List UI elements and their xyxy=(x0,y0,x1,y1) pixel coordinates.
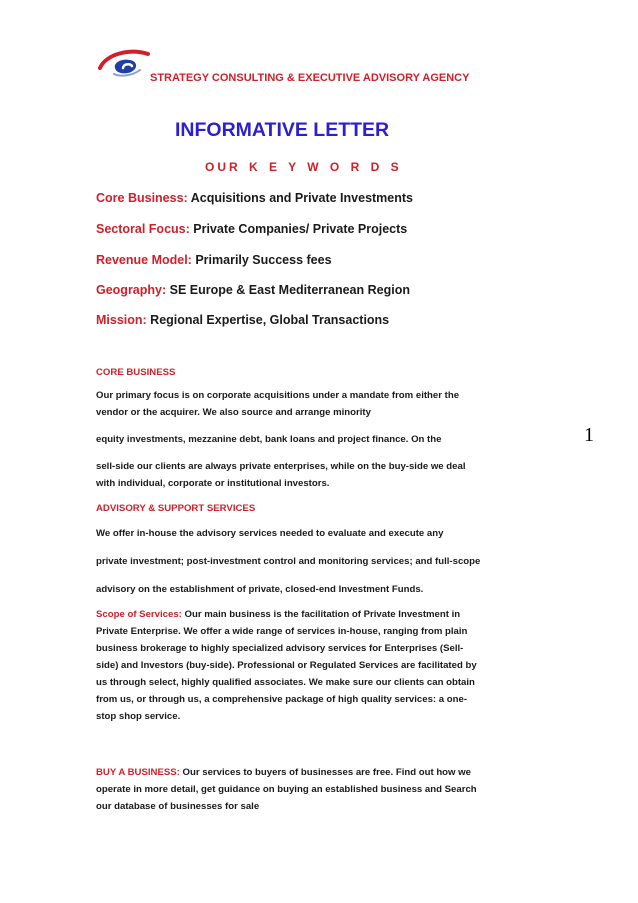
advisory-heading: ADVISORY & SUPPORT SERVICES xyxy=(96,503,256,514)
scope-first-line xyxy=(96,609,460,620)
keywords-subtitle: OUR K E Y W O R D S xyxy=(205,160,402,174)
scope-text: Our main business is the facilitation of Private Investment in xyxy=(181,609,461,620)
buy-label: BUY A BUSINESS: xyxy=(96,767,180,778)
keyword-value: Regional Expertise, Global Transactions xyxy=(146,313,390,327)
core-business-heading: CORE BUSINESS xyxy=(96,367,176,378)
keyword-sectoral-focus xyxy=(96,222,407,236)
keyword-geography xyxy=(96,283,410,297)
scope-line: from us, or through us, a comprehensive package of high quality services: a one- xyxy=(96,694,468,705)
keyword-label: Core Business: xyxy=(96,191,188,205)
keyword-label: Revenue Model: xyxy=(96,253,192,267)
keyword-label: Mission: xyxy=(96,313,147,327)
scope-line: us through select, highly qualified associates. We make sure our clients can obtain xyxy=(96,677,475,688)
agency-logo-icon xyxy=(96,46,152,78)
advisory-line: advisory on the establishment of private, closed-end Investment Funds. xyxy=(96,584,424,595)
buy-line: our database of businesses for sale xyxy=(96,801,260,812)
core-business-line: sell-side our clients are always private enterprises, while on the buy-side we deal xyxy=(96,461,466,472)
scope-line: business brokerage to highly specialized advisory services for Enterprises (Sell- xyxy=(96,643,464,654)
scope-line: side) and Investors (buy-side). Professional or Regulated Services are facilitated by xyxy=(96,660,477,671)
keyword-revenue-model xyxy=(96,253,332,267)
page-number: 1 xyxy=(584,424,594,446)
advisory-line: We offer in-house the advisory services needed to evaluate and execute any xyxy=(96,528,444,539)
buy-line: operate in more detail, get guidance on buying an established business and Search xyxy=(96,784,477,795)
core-business-line: equity investments, mezzanine debt, bank loans and project finance. On the xyxy=(96,434,442,445)
keyword-value: Primarily Success fees xyxy=(191,253,332,267)
scope-label: Scope of Services: xyxy=(96,609,182,620)
keyword-value: Acquisitions and Private Investments xyxy=(187,191,413,205)
keyword-value: Private Companies/ Private Projects xyxy=(189,222,408,236)
agency-name: STRATEGY CONSULTING & EXECUTIVE ADVISORY AGENCY xyxy=(150,72,470,84)
core-business-line: Our primary focus is on corporate acquisitions under a mandate from either the xyxy=(96,390,460,401)
keyword-core-business xyxy=(96,191,413,205)
core-business-line: vendor or the acquirer. We also source and arrange minority xyxy=(96,407,371,418)
advisory-line: private investment; post-investment control and monitoring services; and full-scope xyxy=(96,556,481,567)
scope-line: stop shop service. xyxy=(96,711,181,722)
keyword-mission xyxy=(96,313,389,327)
buy-first-line xyxy=(96,767,471,778)
keyword-value: SE Europe & East Mediterranean Region xyxy=(166,283,410,297)
keyword-label: Geography: xyxy=(96,283,167,297)
buy-text: Our services to buyers of businesses are free. Find out how we xyxy=(179,767,471,778)
page-title: INFORMATIVE LETTER xyxy=(175,119,390,141)
keyword-label: Sectoral Focus: xyxy=(96,222,190,236)
scope-line: Private Enterprise. We offer a wide range of services in-house, ranging from plain xyxy=(96,626,468,637)
core-business-line: with individual, corporate or institutional investors. xyxy=(96,478,330,489)
